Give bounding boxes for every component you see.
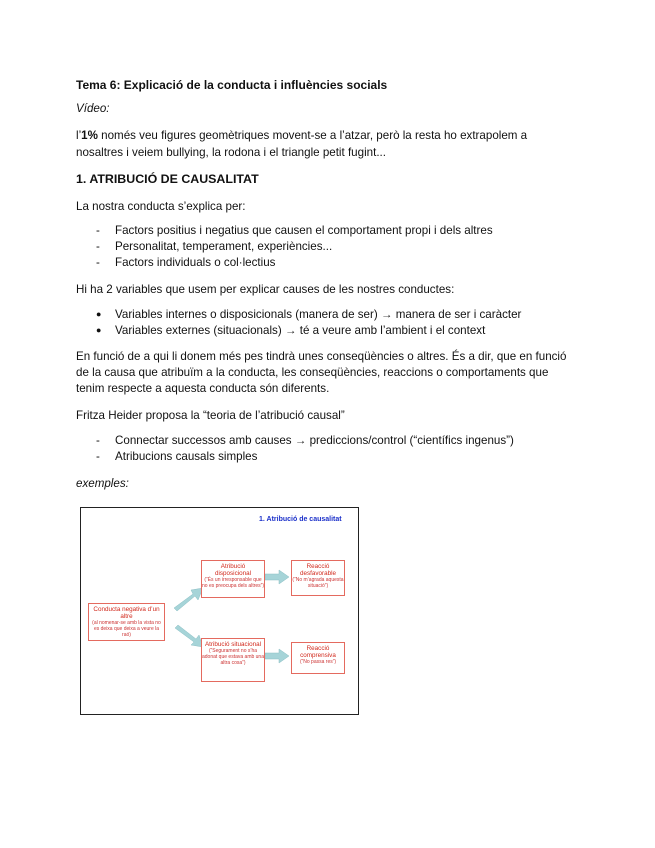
box-main-text: Reacció desfavorable — [299, 563, 337, 577]
video-label: Vídeo: — [76, 102, 110, 115]
list-item-text: Personalitat, temperament, experiències... — [115, 240, 333, 253]
list-item-text: Variables internes o disposicionals (manera de ser) → manera de ser i caràcter — [115, 308, 522, 321]
list-item-text: Factors individuals o col·lectius — [115, 256, 276, 269]
arrow-down-right-icon — [175, 625, 203, 647]
arrow-up-right-icon — [174, 588, 203, 611]
box-sub-text: (“És un irresponsable que no es preocupa dels altres”) — [202, 577, 264, 589]
list-item-text: Factors positius i negatius que causen el comportament propi i dels altres — [115, 224, 493, 237]
arrow-right-icon — [265, 570, 289, 584]
video-paragraph-line2: nosaltres i veiem bullying, la rodona i el triangle petit fugint... — [76, 146, 386, 159]
explains-intro: La nostra conducta s’explica per: — [76, 200, 246, 213]
function-paragraph-line3: tenim respecte a aquesta conducta són diferents. — [76, 382, 330, 395]
figure-title: 1. Atribució de causalitat — [259, 516, 342, 523]
list-item-text: Connectar successos amb causes → prediccions/control (“científics ingenus”) — [115, 434, 514, 447]
box-main-text: Atribució situacional — [204, 641, 261, 648]
box-sub-text: (“No m’agrada aquesta situació”) — [292, 577, 344, 589]
heider-intro: Fritza Heider proposa la “teoria de l’atribució causal” — [76, 409, 345, 422]
video-prefix: l’ — [76, 129, 82, 142]
video-text: només veu figures geomètriques movent-se a l’atzar, però la resta ho extrapolem a — [97, 129, 528, 142]
dash-marker: - — [96, 224, 100, 237]
dash-marker: - — [96, 434, 100, 447]
list-item-text: Variables externes (situacionals) → té a veure amb l’ambient i el context — [115, 324, 486, 337]
list-item-text: Atribucions causals simples — [115, 450, 258, 463]
dash-marker: - — [96, 450, 100, 463]
document-title: Tema 6: Explicació de la conducta i influències socials — [76, 78, 388, 92]
dash-marker: - — [96, 256, 100, 269]
attribution-figure — [80, 507, 359, 715]
video-paragraph-line1 — [76, 128, 527, 143]
box-main-text: Atribució disposicional — [214, 563, 252, 577]
dash-marker: - — [96, 240, 100, 253]
understanding-reaction-box — [291, 642, 345, 674]
section-heading: 1. ATRIBUCIÓ DE CAUSALITAT — [76, 172, 259, 186]
variables-intro: Hi ha 2 variables que usem per explicar causes de les nostres conductes: — [76, 283, 455, 296]
negative-behaviour-box — [88, 603, 165, 641]
function-paragraph-line1: En funció de a qui li donem més pes tindrà unes conseqüències o altres. És a dir, que en funció — [76, 350, 567, 363]
box-sub-text: (al nomenar-se amb la vista no es deixa que deixa a veure la raó) — [92, 620, 161, 638]
box-sub-text: (“No passa res”) — [299, 659, 337, 665]
box-main-text: Reacció comprensiva — [300, 645, 336, 659]
examples-label: exemples: — [76, 477, 129, 490]
function-paragraph-line2: de la causa que atribuïm a la conducta, les conseqüències, reaccions o comportaments que — [76, 366, 549, 379]
unfavourable-reaction-box — [291, 560, 345, 596]
bullet-marker: ● — [96, 309, 102, 319]
dispositional-attribution-box — [201, 560, 265, 598]
box-sub-text: (“Segurament no s’ha adonat que estava amb una altra cosa”) — [202, 648, 264, 666]
situational-attribution-box — [201, 638, 265, 682]
box-main-text: Conducta negativa d’un altre — [93, 606, 160, 620]
video-percent: 1% — [81, 129, 98, 142]
bullet-marker: ● — [96, 325, 102, 335]
arrow-right-icon — [265, 649, 289, 663]
